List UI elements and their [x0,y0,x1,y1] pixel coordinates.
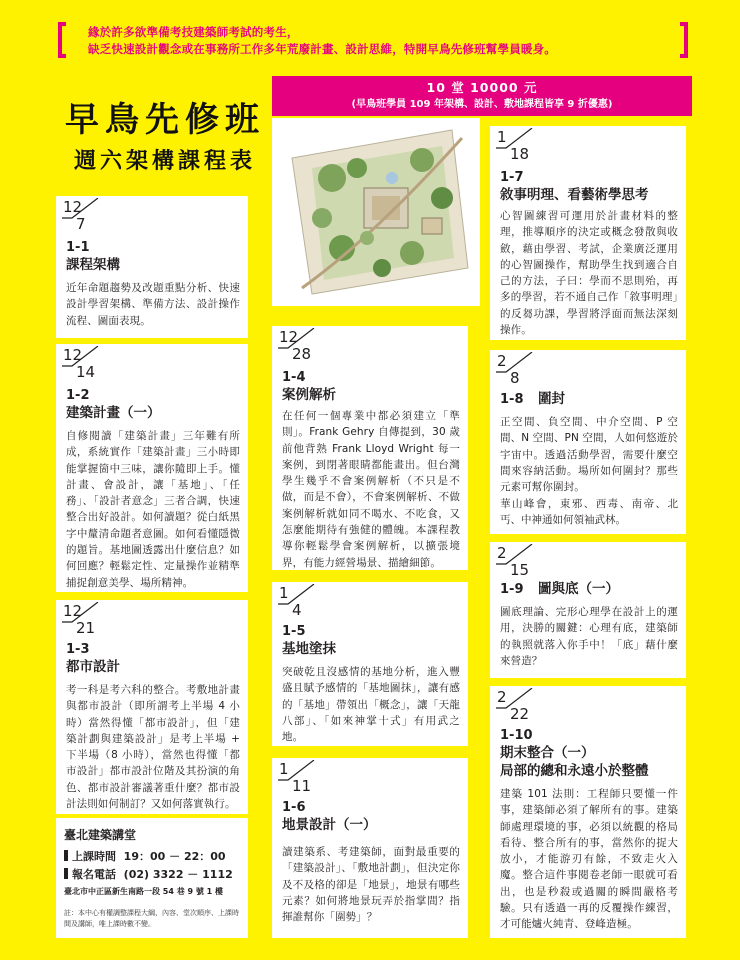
session-date [278,584,322,628]
session-description: 建築 101 法則：工程師只要懂一件事，建築師必須了解所有的事。建築師處理環境的事，必須以統觀的格局看待、整合所有的事，當然你的捉大放小，才能游刃有餘，不致走火入魔。整合這件事閱卷老師一眼就可看出，也是秒殺或過關的瞬間嚴格考驗。只有透過一再的反覆操作練習，才可能爐火純青、登峰造極。 [500,788,678,931]
session-number: 1-9 [500,582,524,597]
session-description: 心智圖練習可運用於計畫材料的整理，推導順序的決定或概念發散與收斂，藉由學習、考試，企業廣泛運用的心智圖操作，幫助學生找到適合自己的方法，子曰：學而不思則殆，再多的學習，若不通自己作「敘事明理」的反芻功課，學習將浮面而無法深刻操作。 [500,210,678,337]
session-description: 讀建築系、考建築師，面對最重要的「建築設計」、「敷地計劃」，但決定你及不及格的卻是「地景」，地景有哪些元素？如何將地景玩弄於指掌間？指揮誰幫你「圍勢」？ [282,846,460,924]
session-card-1-4 [272,326,468,570]
session-number: 1-10 [500,728,533,743]
session-number: 1-6 [282,800,306,815]
left-bracket [58,22,66,58]
right-bracket [680,22,688,58]
footnote: 註：本中心有權調整課程大綱、內容、堂次順序、上課時間及講師，唯上課時數不變。 [64,909,239,928]
session-subtitle: 局部的總和永遠小於整體 [500,763,649,779]
session-day: 28 [292,345,312,363]
session-month: 12 [63,198,83,216]
contact-info-box [56,818,248,938]
session-card-1-6 [272,758,468,938]
session-date [496,128,540,172]
session-title: 圍封 [538,391,565,407]
school-name: 臺北建築講堂 [64,828,137,842]
session-date [496,688,540,732]
intro-line-1: 緣於許多欲準備考技建築師考試的考生， [88,25,299,39]
session-day: 15 [510,561,530,579]
session-month: 1 [279,584,289,602]
session-number: 1-2 [66,388,90,403]
session-date [62,198,106,242]
class-time-row [64,848,226,864]
session-title: 案例解析 [282,387,336,403]
session-month: 2 [497,688,507,706]
session-date [62,346,106,390]
session-title: 期末整合（一） [500,745,595,761]
session-description: 圖底理論、完形心理學在設計上的運用，決勝的關鍵：心理有底，建築師的執照就落入你手中！「底」藉什麼來營造？ [500,606,678,667]
session-month: 2 [497,544,507,562]
session-title: 圖與底（一） [538,581,619,597]
session-day: 21 [76,619,96,637]
session-description: 近年命題趨勢及改題重點分析、快速設計學習架構、準備方法、設計操作流程、圖面表現。 [66,282,240,327]
session-card-1-9 [490,542,686,678]
session-card-1-1 [56,196,248,338]
session-day: 11 [292,777,312,795]
session-description-extra: 華山峰會，東邪、西毒、南帝、北丐、中神通如何領袖武林。 [500,498,678,527]
address: 臺北市中正區新生南路一段 54 巷 9 號 1 樓 [64,887,223,896]
session-date [62,602,106,646]
session-day: 4 [292,601,302,619]
session-number: 1-3 [66,642,90,657]
phone-value: (02) 3322 － 1112 [123,868,233,881]
session-description: 正空間、負空間、中介空間、P 空間、N 空間、PN 空間，人如何悠遊於宇宙中。透過活動學習，需要什麼空間來容納活動。場所如何圍封？那些元素可幫你圍封。 [500,416,678,494]
session-day: 14 [76,363,96,381]
site-plan-image [272,118,480,306]
bullet-bar-icon [64,850,68,861]
title-block [60,100,270,175]
session-day: 7 [76,215,86,233]
session-month: 12 [279,328,299,346]
session-number: 1-8 [500,392,524,407]
session-title: 課程架構 [66,257,120,273]
session-title: 敘事明理、看藝術學思考 [500,187,649,203]
session-title: 地景設計（一） [282,817,377,833]
price-discount: (早鳥班學員 109 年架構、設計、敷地課程皆享 9 折優惠) [351,99,613,110]
session-title: 基地塗抹 [282,641,336,657]
session-title: 建築計畫（一） [66,405,161,421]
session-day: 18 [510,145,530,163]
session-card-1-7 [490,126,686,340]
session-card-1-2 [56,344,248,592]
session-date [496,352,540,396]
session-card-1-8 [490,350,686,534]
session-number: 1-7 [500,170,524,185]
session-description: 突破乾且沒感情的基地分析，進入豐盛且賦予感情的「基地圖抹」，讓有感的「基地」帶領出「概念」，讓「天龍八部」、「如來神掌十式」有用武之地。 [282,666,460,744]
price-banner [272,76,692,116]
class-time-value: 19：00 － 22：00 [123,850,226,863]
phone-label: 報名電話 [72,868,116,881]
phone-row [64,866,233,882]
session-month: 1 [279,760,289,778]
session-day: 8 [510,369,520,387]
intro-text [88,24,668,58]
session-month: 1 [497,128,507,146]
bullet-bar-icon [64,868,68,879]
page-title: 早鳥先修班 [65,100,265,140]
session-description: 考一科是考六科的整合。考敷地計畫與都市設計（即所謂考上半場 4 小時）當然得懂「都市設計」，但「建築計劃與建築設計」是考上半場 + 下半場（8 小時），當然也得懂「都市設計」都市設計位階及其扮演的角色、都市設計審議著重什麼？都市設計法則如何制訂？又如何落實執行。 [66,684,240,811]
class-time-label: 上課時間 [72,850,116,863]
session-title: 都市設計 [66,659,120,675]
session-date [278,328,322,372]
session-card-1-5 [272,582,468,746]
session-day: 22 [510,705,530,723]
session-description: 自修閱讀「建築計畫」三年難有所成，系統實作「建築計畫」三小時即能掌握箇中三味，讓你隨即上手。懂計畫、會設計，讓「基地」、「任務」、「設計者意念」三者合調，快速整合出好設計。如何讀題？從白紙黑字中釐清命題者意圖。如何看懂隱微的題旨。基地圖透露出什麼信息？如何回應？輕鬆定性、定量操作並精準捕捉創意美學、場所精神。 [66,430,240,589]
session-card-1-10 [490,686,686,938]
session-number: 1-4 [282,370,306,385]
session-month: 2 [497,352,507,370]
session-number: 1-1 [66,240,90,255]
session-month: 12 [63,346,83,364]
intro-line-2: 缺乏快速設計觀念或在事務所工作多年荒廢計畫、設計思維，特開早鳥先修班幫學員暖身。 [88,42,556,56]
session-month: 12 [63,602,83,620]
session-number: 1-5 [282,624,306,639]
price-main: 10 堂 10000 元 [426,80,538,95]
page-subtitle: 週六架構課程表 [73,148,256,174]
session-description: 在任何一個專業中都必須建立「準則」。Frank Gehry 自傳提到，30 歲前他背熟 Frank Lloyd Wright 每一案例，到閉著眼睛都能畫出。但台灣學生幾乎不會案例解析（不只是不做，而是不會），不會案例解析、不做案例解析就如同不喝水、不吃食，又怎麼能期待有強健的體魄。本課程教導你輕鬆學會案例解析，以擴張境界，有能力經營場景、描繪細節。 [282,410,460,569]
session-date [278,760,322,804]
session-card-1-3 [56,600,248,814]
